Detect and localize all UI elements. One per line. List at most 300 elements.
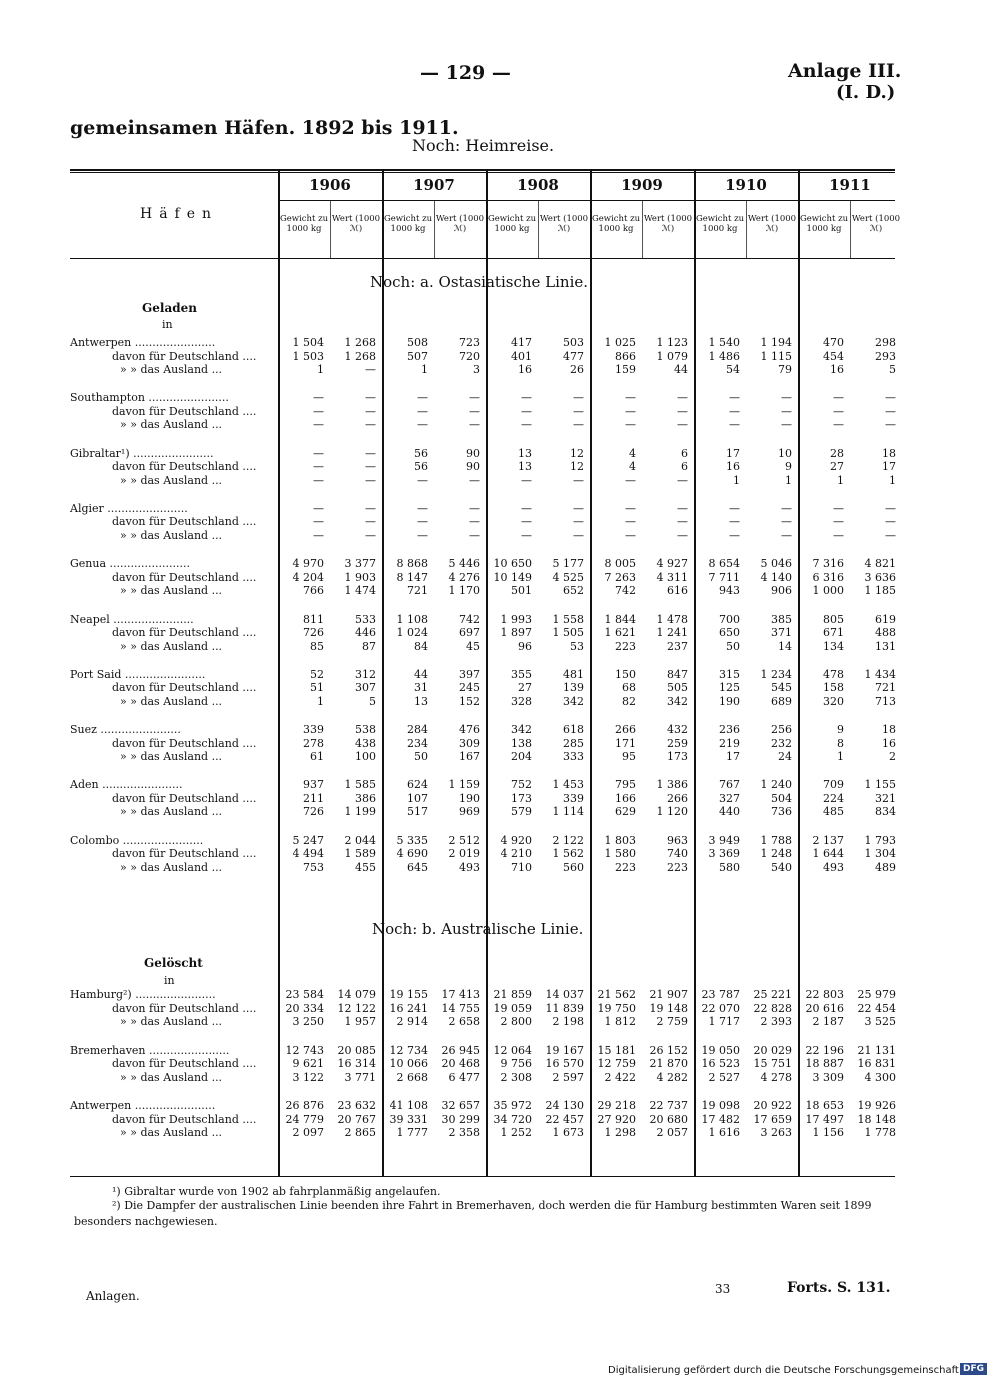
value-header: Wert (1000 ℳ) bbox=[747, 214, 797, 234]
table-cell: 689 bbox=[771, 694, 792, 708]
table-cell: 4 300 bbox=[864, 1070, 896, 1084]
table-cell: 4 494 bbox=[292, 847, 324, 861]
table-cell: 742 bbox=[459, 612, 480, 626]
table-cell: 1 616 bbox=[708, 1126, 740, 1139]
table-cell: 84 bbox=[414, 639, 428, 653]
table-cell: — bbox=[625, 515, 636, 529]
table-cell: 320 bbox=[823, 694, 844, 708]
row-label-germany: davon für Deutschland .... bbox=[112, 1001, 257, 1015]
table-cell: — bbox=[365, 418, 376, 432]
table-cell: 579 bbox=[511, 805, 532, 819]
year-header: 1906 bbox=[309, 176, 351, 194]
table-cell: 256 bbox=[771, 723, 792, 737]
table-cell: 1 812 bbox=[604, 1015, 636, 1028]
table-cell: 385 bbox=[771, 612, 792, 626]
page-subtitle: Noch: Heimreise. bbox=[412, 136, 555, 155]
table-cell: 397 bbox=[459, 667, 480, 681]
table-cell: 2 800 bbox=[500, 1015, 532, 1028]
table-cell: — bbox=[313, 460, 324, 474]
table-cell: — bbox=[469, 515, 480, 529]
table-cell: 9 bbox=[785, 460, 792, 474]
table-cell: 16 bbox=[726, 460, 740, 474]
table-cell: — bbox=[313, 501, 324, 515]
table-cell: 20 616 bbox=[805, 1001, 844, 1015]
table-cell: 1 558 bbox=[552, 612, 584, 626]
table-cell: 24 bbox=[778, 750, 792, 764]
table-cell: 50 bbox=[726, 639, 740, 653]
table-cell: 45 bbox=[466, 639, 480, 653]
table-cell: — bbox=[833, 501, 844, 515]
table-cell: 455 bbox=[355, 860, 376, 874]
table-cell: 1 621 bbox=[604, 626, 636, 639]
page-title: gemeinsamen Häfen. 1892 bis 1911. bbox=[70, 117, 459, 139]
table-cell: 152 bbox=[459, 694, 480, 708]
table-cell: 17 497 bbox=[805, 1112, 844, 1126]
table-cell: — bbox=[521, 391, 532, 405]
table-cell: 16 523 bbox=[701, 1057, 740, 1070]
table-cell: 16 bbox=[882, 736, 896, 750]
table-cell: — bbox=[365, 391, 376, 405]
table-cell: 8 868 bbox=[396, 557, 428, 571]
table-cell: 3 949 bbox=[708, 833, 740, 847]
port-name: Bremerhaven ....................... bbox=[70, 1043, 230, 1057]
table-cell: — bbox=[469, 501, 480, 515]
table-cell: 2 198 bbox=[552, 1015, 584, 1028]
table-cell: — bbox=[781, 528, 792, 542]
weight-header: Gewicht zu 1000 kg bbox=[383, 214, 433, 234]
row-label-abroad: » » das Ausland ... bbox=[120, 363, 223, 376]
table-cell: 580 bbox=[719, 860, 740, 874]
table-cell: 21 870 bbox=[649, 1057, 688, 1070]
table-cell: 13 bbox=[518, 460, 532, 474]
table-cell: 19 148 bbox=[649, 1001, 688, 1015]
table-cell: — bbox=[417, 501, 428, 515]
table-cell: 616 bbox=[667, 584, 688, 598]
table-cell: 969 bbox=[459, 805, 480, 819]
table-cell: 713 bbox=[875, 694, 896, 708]
table-cell: 470 bbox=[823, 336, 844, 349]
table-cell: 1 000 bbox=[812, 584, 844, 598]
table-top-rule-thin bbox=[70, 172, 895, 173]
table-cell: 1 897 bbox=[500, 626, 532, 639]
weight-header: Gewicht zu 1000 kg bbox=[279, 214, 329, 234]
table-cell: 4 140 bbox=[760, 570, 792, 584]
table-cell: — bbox=[625, 391, 636, 405]
table-cell: 173 bbox=[511, 791, 532, 805]
footnote-2: ²) Die Dampfer der australischen Linie beenden ihre Fahrt in Bremerhaven, doch werden die für Hamburg bestimmten Waren seit 1899 bbox=[112, 1199, 872, 1212]
table-cell: 20 468 bbox=[441, 1057, 480, 1070]
table-cell: — bbox=[729, 418, 740, 432]
table-cell: — bbox=[417, 473, 428, 487]
section-b-group-label: Gelöscht bbox=[144, 956, 203, 970]
table-cell: 51 bbox=[310, 681, 324, 695]
year-header: 1910 bbox=[725, 176, 767, 194]
row-label-abroad: » » das Ausland ... bbox=[120, 750, 223, 764]
table-cell: 223 bbox=[615, 860, 636, 874]
table-cell: 309 bbox=[459, 736, 480, 750]
table-cell: 12 122 bbox=[337, 1001, 376, 1015]
table-cell: — bbox=[469, 528, 480, 542]
table-cell: 190 bbox=[719, 694, 740, 708]
table-cell: 1 252 bbox=[500, 1126, 532, 1139]
table-cell: 22 454 bbox=[857, 1001, 896, 1015]
table-cell: — bbox=[365, 515, 376, 529]
table-cell: 26 945 bbox=[441, 1043, 480, 1057]
table-cell: 278 bbox=[303, 736, 324, 750]
table-cell: 125 bbox=[719, 681, 740, 695]
table-cell: 223 bbox=[615, 639, 636, 653]
table-cell: — bbox=[781, 515, 792, 529]
row-label-germany: davon für Deutschland .... bbox=[112, 681, 257, 695]
table-cell: 493 bbox=[459, 860, 480, 874]
table-cell: 517 bbox=[407, 805, 428, 819]
value-header: Wert (1000 ℳ) bbox=[539, 214, 589, 234]
table-cell: 709 bbox=[823, 778, 844, 792]
table-cell: 4 690 bbox=[396, 847, 428, 861]
table-cell: 9 621 bbox=[292, 1057, 324, 1070]
table-cell: 2 057 bbox=[656, 1126, 688, 1139]
table-cell: 753 bbox=[303, 860, 324, 874]
table-cell: 53 bbox=[570, 639, 584, 653]
table-cell: 1 025 bbox=[604, 336, 636, 349]
table-cell: 327 bbox=[719, 791, 740, 805]
table-cell: 1 788 bbox=[760, 833, 792, 847]
table-cell: 624 bbox=[407, 778, 428, 792]
table-cell: 27 920 bbox=[597, 1112, 636, 1126]
table-cell: 139 bbox=[563, 681, 584, 695]
table-cell: 52 bbox=[310, 667, 324, 681]
row-label-abroad: » » das Ausland ... bbox=[120, 639, 223, 653]
table-cell: 8 bbox=[837, 736, 844, 750]
table-cell: — bbox=[313, 528, 324, 542]
table-cell: 26 bbox=[570, 363, 584, 376]
table-cell: 560 bbox=[563, 860, 584, 874]
table-cell: 13 bbox=[518, 446, 532, 460]
table-cell: 19 926 bbox=[857, 1099, 896, 1112]
table-cell: 432 bbox=[667, 723, 688, 737]
table-cell: 811 bbox=[303, 612, 324, 626]
table-cell: — bbox=[885, 515, 896, 529]
table-cell: 4 bbox=[629, 446, 636, 460]
table-cell: 20 085 bbox=[337, 1043, 376, 1057]
port-name: Gibraltar¹) ....................... bbox=[70, 446, 214, 460]
page-number: — 129 — bbox=[420, 62, 511, 84]
table-cell: 266 bbox=[615, 723, 636, 737]
table-cell: 5 446 bbox=[448, 557, 480, 571]
table-cell: 28 bbox=[830, 446, 844, 460]
row-label-abroad: » » das Ausland ... bbox=[120, 1070, 223, 1084]
table-cell: 293 bbox=[875, 349, 896, 363]
table-cell: 173 bbox=[667, 750, 688, 764]
table-cell: 4 927 bbox=[656, 557, 688, 571]
table-cell: 6 bbox=[681, 460, 688, 474]
table-cell: 671 bbox=[823, 626, 844, 639]
row-label-abroad: » » das Ausland ... bbox=[120, 694, 223, 708]
table-cell: 2 044 bbox=[344, 833, 376, 847]
row-label-germany: davon für Deutschland .... bbox=[112, 1057, 257, 1070]
table-cell: 315 bbox=[719, 667, 740, 681]
table-cell: — bbox=[573, 473, 584, 487]
table-cell: 5 247 bbox=[292, 833, 324, 847]
table-cell: 18 887 bbox=[805, 1057, 844, 1070]
table-cell: 23 584 bbox=[285, 988, 324, 1001]
table-cell: — bbox=[417, 404, 428, 418]
table-cell: 1 585 bbox=[344, 778, 376, 792]
table-cell: 503 bbox=[563, 336, 584, 349]
table-cell: 700 bbox=[719, 612, 740, 626]
table-cell: — bbox=[677, 501, 688, 515]
table-cell: 721 bbox=[407, 584, 428, 598]
table-cell: 131 bbox=[875, 639, 896, 653]
table-cell: — bbox=[573, 404, 584, 418]
weight-header: Gewicht zu 1000 kg bbox=[591, 214, 641, 234]
table-cell: 8 654 bbox=[708, 557, 740, 571]
table-cell: 3 bbox=[473, 363, 480, 376]
table-cell: 438 bbox=[355, 736, 376, 750]
table-cell: 285 bbox=[563, 736, 584, 750]
table-cell: 87 bbox=[362, 639, 376, 653]
table-cell: 15 751 bbox=[753, 1057, 792, 1070]
table-cell: 3 250 bbox=[292, 1015, 324, 1028]
table-cell: 22 803 bbox=[805, 988, 844, 1001]
table-cell: — bbox=[677, 528, 688, 542]
port-name: Antwerpen ....................... bbox=[70, 1099, 216, 1112]
table-cell: — bbox=[365, 473, 376, 487]
table-cell: 720 bbox=[459, 349, 480, 363]
row-label-germany: davon für Deutschland .... bbox=[112, 570, 257, 584]
table-cell: — bbox=[313, 404, 324, 418]
table-cell: 13 bbox=[414, 694, 428, 708]
table-cell: — bbox=[729, 528, 740, 542]
table-cell: 90 bbox=[466, 460, 480, 474]
table-cell: 237 bbox=[667, 639, 688, 653]
table-cell: 1 234 bbox=[760, 667, 792, 681]
table-cell: 1 957 bbox=[344, 1015, 376, 1028]
table-cell: — bbox=[625, 404, 636, 418]
table-cell: 721 bbox=[875, 681, 896, 695]
table-cell: 488 bbox=[875, 626, 896, 639]
table-cell: — bbox=[573, 501, 584, 515]
table-cell: — bbox=[885, 404, 896, 418]
table-cell: 2 512 bbox=[448, 833, 480, 847]
table-cell: 21 131 bbox=[857, 1043, 896, 1057]
table-cell: 79 bbox=[778, 363, 792, 376]
table-cell: 2 865 bbox=[344, 1126, 376, 1139]
port-name: Aden ....................... bbox=[70, 778, 183, 792]
table-cell: 943 bbox=[719, 584, 740, 598]
table-cell: 16 bbox=[830, 363, 844, 376]
table-cell: 5 335 bbox=[396, 833, 428, 847]
table-cell: 12 734 bbox=[389, 1043, 428, 1057]
table-cell: 1 bbox=[317, 363, 324, 376]
table-cell: — bbox=[573, 515, 584, 529]
row-label-abroad: » » das Ausland ... bbox=[120, 418, 223, 432]
table-cell: 321 bbox=[875, 791, 896, 805]
table-cell: 8 147 bbox=[396, 570, 428, 584]
table-cell: 1 199 bbox=[344, 805, 376, 819]
table-cell: 44 bbox=[414, 667, 428, 681]
table-cell: — bbox=[833, 528, 844, 542]
table-cell: — bbox=[729, 404, 740, 418]
table-cell: 507 bbox=[407, 349, 428, 363]
table-cell: 19 155 bbox=[389, 988, 428, 1001]
anlage-sub-label: (I. D.) bbox=[836, 82, 896, 103]
table-cell: 204 bbox=[511, 750, 532, 764]
table-cell: 538 bbox=[355, 723, 376, 737]
table-cell: 10 bbox=[778, 446, 792, 460]
dfg-logo: DFG bbox=[960, 1363, 987, 1375]
table-cell: 1 185 bbox=[864, 584, 896, 598]
table-cell: 1 540 bbox=[708, 336, 740, 349]
table-cell: — bbox=[885, 501, 896, 515]
table-cell: 190 bbox=[459, 791, 480, 805]
table-cell: 50 bbox=[414, 750, 428, 764]
table-cell: 505 bbox=[667, 681, 688, 695]
table-cell: 1 673 bbox=[552, 1126, 584, 1139]
continuation-note: Forts. S. 131. bbox=[787, 1280, 891, 1296]
table-cell: 417 bbox=[511, 336, 532, 349]
table-cell: 619 bbox=[875, 612, 896, 626]
value-header: Wert (1000 ℳ) bbox=[851, 214, 901, 234]
table-cell: 545 bbox=[771, 681, 792, 695]
table-cell: 14 755 bbox=[441, 1001, 480, 1015]
row-label-abroad: » » das Ausland ... bbox=[120, 528, 223, 542]
table-cell: — bbox=[313, 446, 324, 460]
table-cell: 1 170 bbox=[448, 584, 480, 598]
ports-column-header: Häfen bbox=[140, 206, 219, 222]
table-cell: 150 bbox=[615, 667, 636, 681]
table-cell: 4 bbox=[629, 460, 636, 474]
table-cell: 3 525 bbox=[864, 1015, 896, 1028]
table-cell: 4 525 bbox=[552, 570, 584, 584]
table-cell: 82 bbox=[622, 694, 636, 708]
table-cell: 307 bbox=[355, 681, 376, 695]
port-name: Algier ....................... bbox=[70, 501, 188, 515]
table-cell: 1 bbox=[837, 473, 844, 487]
weight-header: Gewicht zu 1000 kg bbox=[695, 214, 745, 234]
table-cell: 25 221 bbox=[753, 988, 792, 1001]
table-cell: 17 413 bbox=[441, 988, 480, 1001]
table-cell: 19 750 bbox=[597, 1001, 636, 1015]
table-cell: — bbox=[833, 391, 844, 405]
table-cell: 3 309 bbox=[812, 1070, 844, 1084]
table-cell: 2 759 bbox=[656, 1015, 688, 1028]
table-cell: 100 bbox=[355, 750, 376, 764]
table-cell: 3 263 bbox=[760, 1126, 792, 1139]
table-cell: 7 711 bbox=[708, 570, 740, 584]
table-cell: 1 194 bbox=[760, 336, 792, 349]
digitization-credit: Digitalisierung gefördert durch die Deutsche Forschungsgemeinschaft bbox=[608, 1365, 959, 1376]
table-cell: 2 097 bbox=[292, 1126, 324, 1139]
table-cell: 7 263 bbox=[604, 570, 636, 584]
table-cell: 1 bbox=[733, 473, 740, 487]
header-bottom-rule bbox=[70, 258, 895, 259]
port-name: Hamburg²) ....................... bbox=[70, 988, 216, 1001]
table-cell: 710 bbox=[511, 860, 532, 874]
table-cell: 236 bbox=[719, 723, 740, 737]
table-cell: 20 029 bbox=[753, 1043, 792, 1057]
row-label-germany: davon für Deutschland .... bbox=[112, 626, 257, 639]
table-cell: — bbox=[521, 515, 532, 529]
table-cell: — bbox=[677, 515, 688, 529]
table-cell: 1 bbox=[837, 750, 844, 764]
table-cell: 342 bbox=[511, 723, 532, 737]
table-cell: 19 059 bbox=[493, 1001, 532, 1015]
table-cell: 6 477 bbox=[448, 1070, 480, 1084]
table-cell: 328 bbox=[511, 694, 532, 708]
table-cell: 10 066 bbox=[389, 1057, 428, 1070]
table-cell: 1 024 bbox=[396, 626, 428, 639]
table-cell: 35 972 bbox=[493, 1099, 532, 1112]
table-cell: 2 668 bbox=[396, 1070, 428, 1084]
table-cell: 485 bbox=[823, 805, 844, 819]
table-cell: — bbox=[885, 418, 896, 432]
table-cell: — bbox=[781, 501, 792, 515]
table-cell: 211 bbox=[303, 791, 324, 805]
table-cell: 19 167 bbox=[545, 1043, 584, 1057]
table-cell: 14 bbox=[778, 639, 792, 653]
weight-header: Gewicht zu 1000 kg bbox=[799, 214, 849, 234]
table-cell: — bbox=[729, 391, 740, 405]
table-cell: 2 393 bbox=[760, 1015, 792, 1028]
table-cell: 1 717 bbox=[708, 1015, 740, 1028]
table-cell: 446 bbox=[355, 626, 376, 639]
table-cell: 9 756 bbox=[500, 1057, 532, 1070]
table-cell: 5 046 bbox=[760, 557, 792, 571]
table-cell: 1 474 bbox=[344, 584, 376, 598]
table-cell: 5 177 bbox=[552, 557, 584, 571]
table-cell: 16 241 bbox=[389, 1001, 428, 1015]
table-cell: — bbox=[469, 418, 480, 432]
table-cell: — bbox=[833, 418, 844, 432]
table-cell: 11 839 bbox=[545, 1001, 584, 1015]
table-cell: 23 787 bbox=[701, 988, 740, 1001]
table-cell: — bbox=[625, 501, 636, 515]
table-cell: 223 bbox=[667, 860, 688, 874]
table-cell: 2 358 bbox=[448, 1126, 480, 1139]
table-cell: 25 979 bbox=[857, 988, 896, 1001]
bottom-left-label: Anlagen. bbox=[86, 1289, 140, 1303]
value-header: Wert (1000 ℳ) bbox=[643, 214, 693, 234]
table-cell: 2 658 bbox=[448, 1015, 480, 1028]
table-cell: 652 bbox=[563, 584, 584, 598]
row-label-germany: davon für Deutschland .... bbox=[112, 404, 257, 418]
table-cell: 4 204 bbox=[292, 570, 324, 584]
year-header: 1911 bbox=[829, 176, 871, 194]
table-cell: 8 005 bbox=[604, 557, 636, 571]
table-cell: 752 bbox=[511, 778, 532, 792]
table-cell: 12 bbox=[570, 446, 584, 460]
table-cell: 4 210 bbox=[500, 847, 532, 861]
table-cell: 2 308 bbox=[500, 1070, 532, 1084]
table-cell: 96 bbox=[518, 639, 532, 653]
table-cell: 29 218 bbox=[597, 1099, 636, 1112]
table-cell: 866 bbox=[615, 349, 636, 363]
table-cell: 504 bbox=[771, 791, 792, 805]
table-cell: 454 bbox=[823, 349, 844, 363]
table-cell: 17 482 bbox=[701, 1112, 740, 1126]
table-cell: 26 876 bbox=[285, 1099, 324, 1112]
table-cell: 266 bbox=[667, 791, 688, 805]
row-label-abroad: » » das Ausland ... bbox=[120, 1015, 223, 1028]
year-header: 1909 bbox=[621, 176, 663, 194]
table-cell: 481 bbox=[563, 667, 584, 681]
table-cell: 1 486 bbox=[708, 349, 740, 363]
table-cell: 134 bbox=[823, 639, 844, 653]
table-cell: — bbox=[781, 418, 792, 432]
table-cell: 1 504 bbox=[292, 336, 324, 349]
table-cell: 12 743 bbox=[285, 1043, 324, 1057]
